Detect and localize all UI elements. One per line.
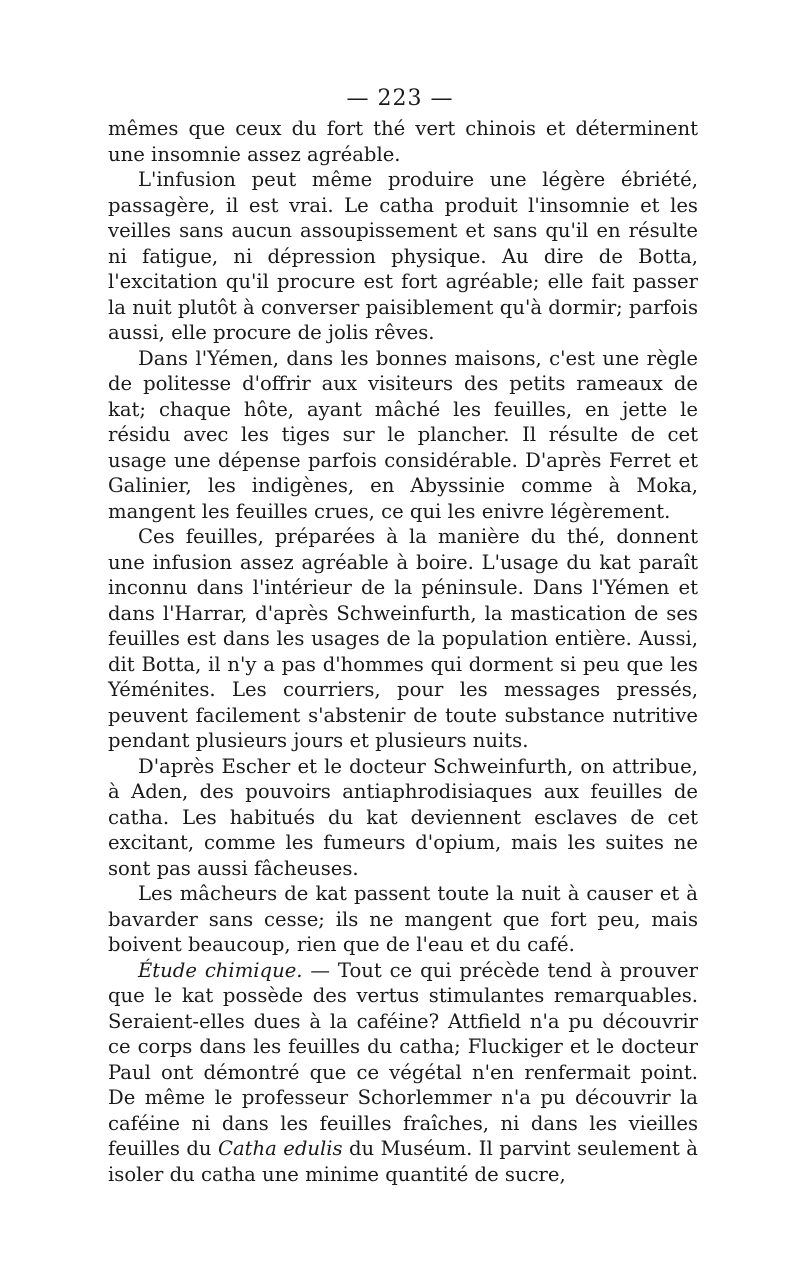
paragraph: L'infusion peut même produire une légère ébriété, passagère, il est vrai. Le catha produit l'insomnie et les veilles sans aucun assoupissement et sans qu'il en résulte ni fatigue, ni dépression physique. Au dire de Botta, l'excitation qu'il procure est fort agréable; elle fait passer la nuit plutôt à converser paisiblement qu'à dormir; parfois aussi, elle procure de jolis rêves.	[108, 168, 698, 344]
page-number: — 223 —	[346, 86, 454, 111]
paragraph: Ces feuilles, préparées à la manière du thé, donnent une infusion assez agréable à boire. L'usage du kat paraît inconnu dans l'intérieur de la péninsule. Dans l'Yémen et dans l'Harrar, d'après Schweinfurth, la mastication de ses feuilles est dans les usages de la population entière. Aussi, dit Botta, il n'y a pas d'hommes qui dorment si peu que les Yéménites. Les courriers, pour les messages pressés, peuvent facilement s'abstenir de toute substance nutritive pendant plusieurs jours et plusieurs nuits.	[108, 525, 698, 752]
body-text	[108, 116, 698, 1187]
section-heading: Étude chimique.	[138, 958, 303, 982]
paragraph: Dans l'Yémen, dans les bonnes maisons, c'est une règle de politesse d'offrir aux visiteurs des petits rameaux de kat; chaque hôte, ayant mâché les feuilles, en jette le résidu avec les tiges sur le plancher. Il résulte de cet usage une dépense parfois considérable. D'après Ferret et Galinier, les indigènes, en Abyssinie comme à Moka, mangent les feuilles crues, ce qui les enivre légèrement.	[108, 346, 698, 523]
paragraph: mêmes que ceux du fort thé vert chinois et déterminent une insomnie assez agréable.	[108, 117, 698, 166]
paragraph-text: du Muséum. Il parvint seulement à isoler du catha une minime quantité de sucre,	[108, 1137, 698, 1186]
paragraph-etude-chimique	[108, 958, 698, 1188]
paragraph: D'après Escher et le docteur Schweinfurth, on attribue, à Aden, des pouvoirs antiaphrodisiaques aux feuilles de catha. Les habitués du kat deviennent esclaves de cet excitant, comme les fumeurs d'opium, mais les suites ne sont pas aussi fâcheuses.	[108, 754, 698, 880]
paragraph: Les mâcheurs de kat passent toute la nuit à causer et à bavarder sans cesse; ils ne mangent que fort peu, mais boivent beaucoup, rien que de l'eau et du café.	[108, 882, 698, 956]
paragraph-text: — Tout ce qui précède tend à prouver que le kat possède des vertus stimulantes remarquables. Seraient-elles dues à la caféine? Attfield n'a pu découvrir ce corps dans les feuilles du catha; Fluckiger et le docteur Paul ont démontré que ce végétal n'en renfermait point. De même le professeur Schorlemmer n'a pu découvrir la caféine ni dans les feuilles fraîches, ni dans les vieilles feuilles du	[108, 958, 698, 1160]
species-name: Catha edulis	[217, 1137, 343, 1160]
